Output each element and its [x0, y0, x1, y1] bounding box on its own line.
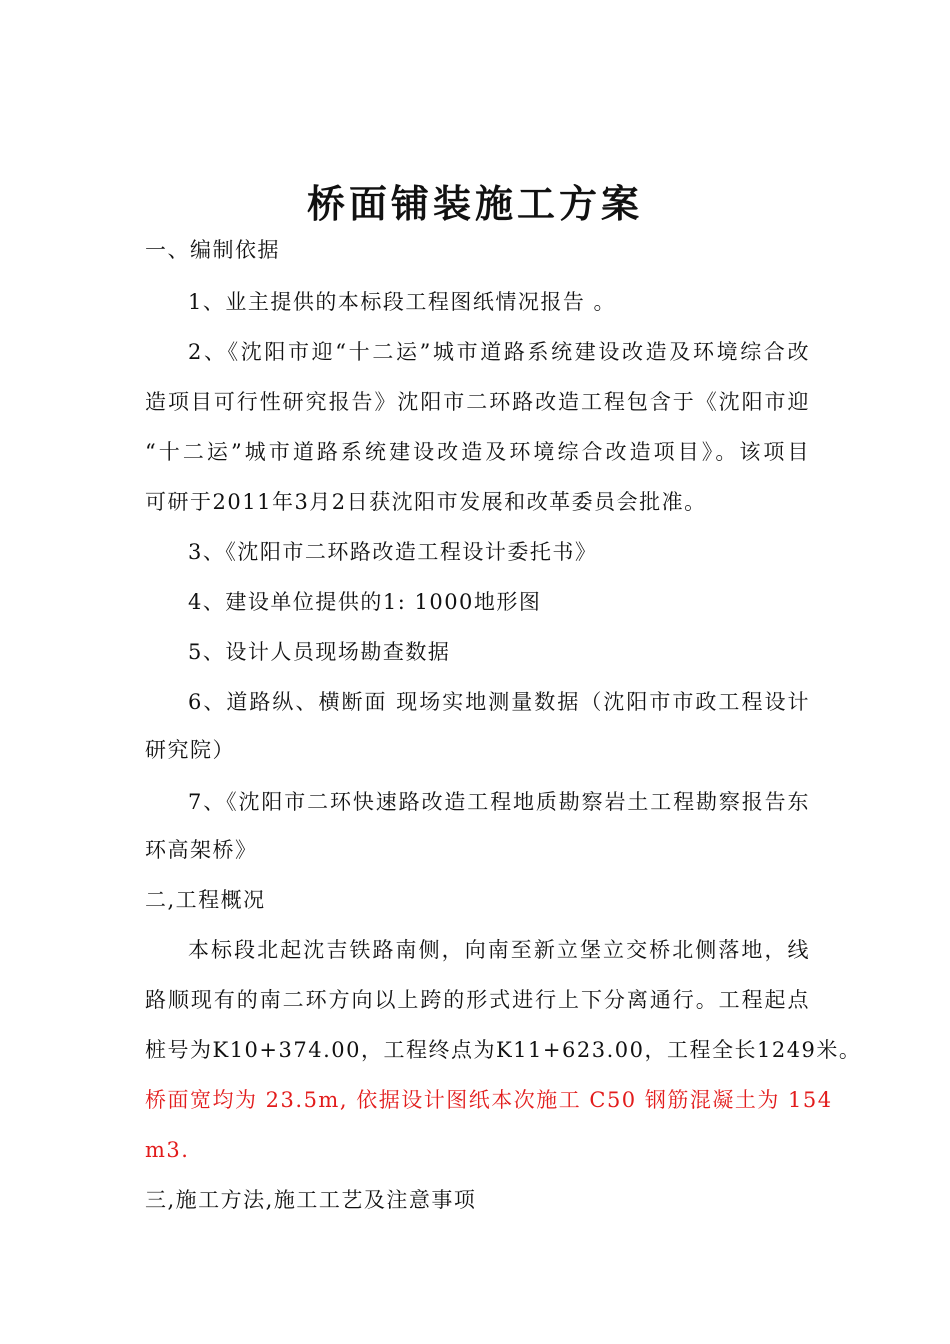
- basis-item-6-line-1: 6、道路纵、横断面 现场实地测量数据（沈阳市市政工程设计: [188, 690, 810, 714]
- document-title: 桥面铺装施工方案: [306, 182, 643, 226]
- overview-highlight-line-1: 桥面宽均为 23.5m, 依据设计图纸本次施工 C50 钢筋混凝土为 154: [145, 1088, 833, 1112]
- overview-line-1: 本标段北起沈吉铁路南侧，向南至新立堡立交桥北侧落地，线: [188, 938, 810, 962]
- overview-highlight-line-2: m3.: [145, 1138, 190, 1162]
- section3-heading: 三,施工方法,施工工艺及注意事项: [145, 1188, 477, 1212]
- basis-item-4: 4、建设单位提供的1: 1000地形图: [188, 590, 542, 614]
- basis-item-2-line-1: 2、《沈阳市迎“十二运”城市道路系统建设改造及环境综合改: [188, 340, 810, 364]
- section2-heading: 二,工程概况: [145, 888, 266, 912]
- basis-item-2-line-2: 造项目可行性研究报告》沈阳市二环路改造工程包含于《沈阳市迎: [145, 390, 810, 414]
- basis-item-5: 5、设计人员现场勘查数据: [188, 640, 451, 664]
- section1-heading: 一、编制依据: [145, 238, 280, 262]
- basis-item-6-line-2: 研究院）: [145, 738, 235, 762]
- basis-item-7-line-1: 7、《沈阳市二环快速路改造工程地质勘察岩土工程勘察报告东: [188, 790, 810, 814]
- overview-line-3: 桩号为K10+374.00，工程终点为K11+623.00，工程全长1249米。: [145, 1038, 862, 1062]
- basis-item-1: 1、业主提供的本标段工程图纸情况报告 。: [188, 290, 617, 314]
- overview-line-2: 路顺现有的南二环方向以上跨的形式进行上下分离通行。工程起点: [145, 988, 810, 1012]
- basis-item-7-line-2: 环高架桥》: [145, 838, 258, 862]
- basis-item-2-line-4: 可研于2011年3月2日获沈阳市发展和改革委员会批准。: [145, 490, 707, 514]
- basis-item-3: 3、《沈阳市二环路改造工程设计委托书》: [188, 540, 598, 564]
- basis-item-2-line-3: “十二运”城市道路系统建设改造及环境综合改造项目》。该项目: [145, 440, 810, 464]
